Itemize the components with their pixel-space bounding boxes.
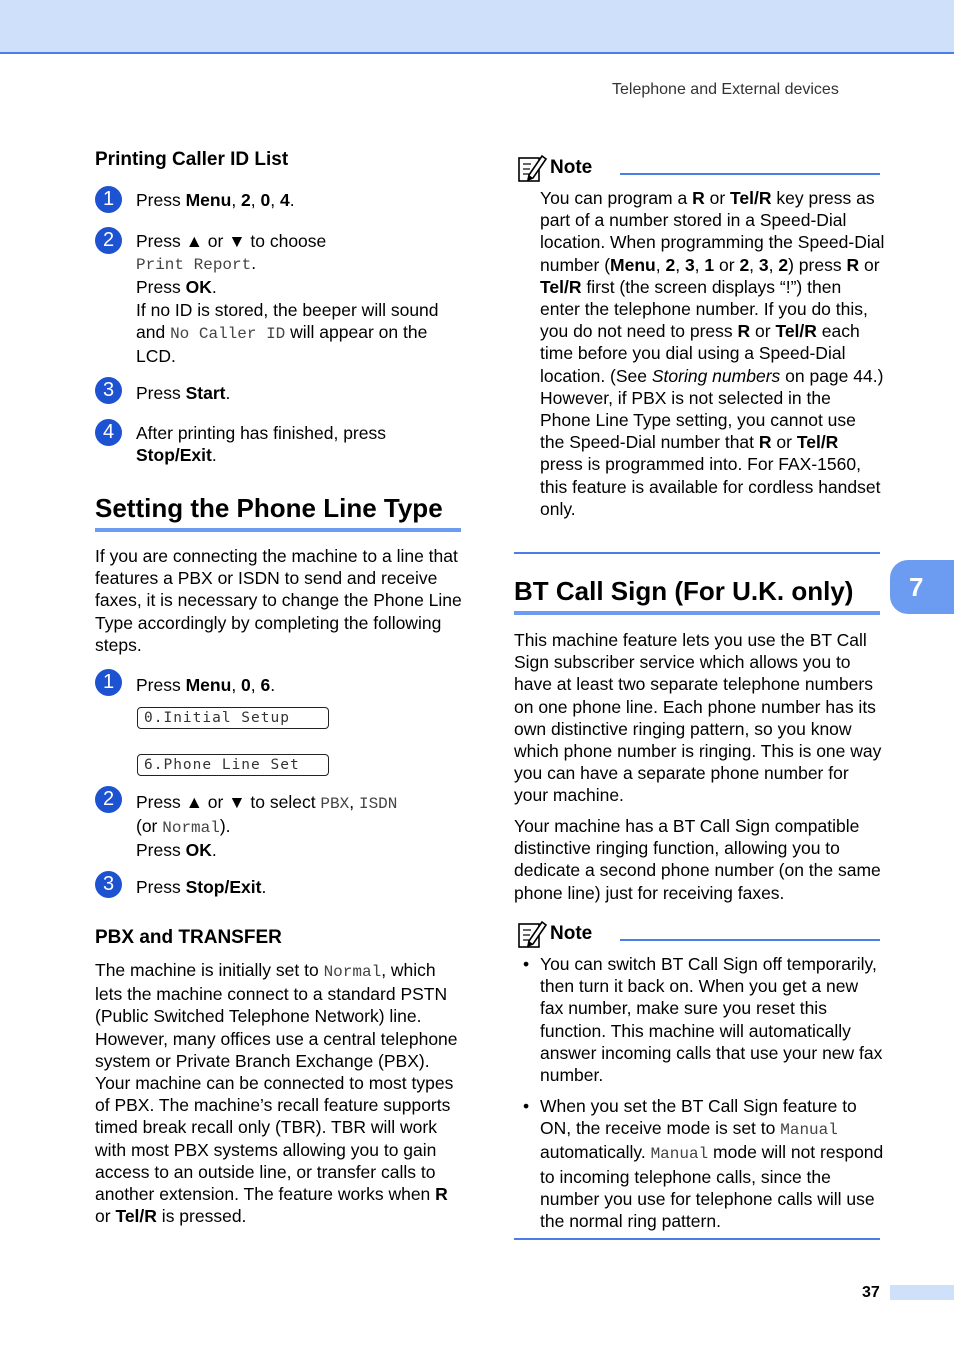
pbx-transfer-heading: PBX and TRANSFER bbox=[95, 927, 282, 948]
step-text: Press Start. bbox=[136, 383, 231, 403]
pbx-paragraph: The machine is initially set to Normal, which lets the machine connect to a standard PSTN (Public Switched Telephone Network) line. However, many offices use a central telephone system or Private Branch Exchange (PBX). Your machine can be connected to most types of PBX. The machine’s recall feature supports timed break recall only (TBR). TBR will work with most PBX systems allowing you to gain access to an outside line, or transfer calls to another extension. The feature works when R or Tel/R is pressed. bbox=[95, 960, 458, 1227]
stop-exit-key: Stop/Exit bbox=[185, 877, 262, 897]
mode-manual: Manual bbox=[780, 1121, 838, 1140]
step-text: Press Menu, 2, 0, 4. bbox=[136, 190, 295, 210]
option-isdn: ISDN bbox=[358, 795, 398, 813]
step-text: After printing has finished, press Stop/Exit. bbox=[136, 423, 386, 466]
note-end-rule bbox=[514, 552, 880, 554]
note-header bbox=[514, 919, 880, 949]
bullet-mark: • bbox=[523, 1096, 530, 1116]
note-pencil-icon bbox=[517, 919, 547, 949]
bt-paragraph-2: Your machine has a BT Call Sign compatible distinctive ringing function, allowing you to dedicate a second phone number (on the same phone line) just for receiving faxes. bbox=[514, 816, 881, 903]
menu-key: Menu bbox=[185, 675, 232, 695]
step-number: 4 bbox=[95, 419, 122, 446]
step-text: Press ▲ or ▼ to choose Print Report. Press OK. If no ID is stored, the beeper will sound and No Caller ID will appear on the LCD. bbox=[136, 231, 439, 367]
step-number: 3 bbox=[95, 871, 122, 898]
step-number: 1 bbox=[95, 186, 122, 213]
menu-key: Menu bbox=[185, 190, 232, 210]
bt-call-sign-heading: BT Call Sign (For U.K. only) bbox=[514, 576, 854, 606]
page-footer-bar bbox=[890, 1285, 954, 1300]
phone-line-intro: If you are connecting the machine to a line that features a PBX or ISDN to send and receive faxes, it is necessary to change the Phone Line Type accordingly by completing the following steps. bbox=[95, 546, 462, 655]
stop-exit-key: Stop/Exit bbox=[136, 445, 212, 466]
lcd-display-phone-line-set: 6.Phone Line Set bbox=[137, 754, 329, 776]
bullet-mark: • bbox=[523, 954, 530, 974]
start-key: Start bbox=[185, 383, 226, 403]
step-text: Press Stop/Exit. bbox=[136, 877, 267, 897]
note-pencil-icon bbox=[517, 153, 547, 183]
tel-r-key: Tel/R bbox=[115, 1206, 157, 1227]
step-text: Press Menu, 0, 6. bbox=[136, 675, 276, 695]
lcd-text-print-report: Print Report bbox=[136, 256, 252, 275]
cross-reference: Storing numbers bbox=[651, 365, 781, 386]
running-header: Telephone and External devices bbox=[612, 81, 839, 98]
page-number: 37 bbox=[862, 1284, 880, 1301]
chapter-tab: 7 bbox=[890, 560, 954, 614]
note-end-rule bbox=[514, 1238, 880, 1240]
top-banner bbox=[0, 0, 954, 54]
ok-key: OK bbox=[185, 277, 212, 298]
note-body: You can program a R or Tel/R key press as part of a number stored in a Speed-Dial location. When programming the Speed-Dial number (Menu, 2, 3, 1 or 2, 3, 2) press R or Tel/R first (the screen displays “!”) then enter the telephone number. If you do this, you do not need to press R or Tel/R each time before you dial using a Speed-Dial location. (See Storing numbers on page 44.) However, if PBX is not selected in the Phone Line Type setting, you cannot use the Speed-Dial number that R or Tel/R press is programmed into. For FAX-1560, this feature is available for cordless handset only. bbox=[540, 188, 885, 519]
lcd-display-initial-setup: 0.Initial Setup bbox=[137, 707, 329, 729]
ok-key: OK bbox=[185, 840, 212, 861]
heading-rule bbox=[95, 528, 461, 532]
mode-manual: Manual bbox=[650, 1145, 709, 1164]
note-rule bbox=[620, 173, 880, 175]
note-header bbox=[514, 153, 880, 183]
mode-normal: Normal bbox=[323, 963, 382, 981]
note-title: Note bbox=[550, 157, 593, 178]
heading-rule bbox=[514, 611, 880, 615]
option-normal: Normal bbox=[162, 819, 220, 838]
printing-caller-id-heading: Printing Caller ID List bbox=[95, 149, 289, 170]
phone-line-type-heading: Setting the Phone Line Type bbox=[95, 493, 443, 523]
bt-paragraph-1: This machine feature lets you use the BT Call Sign subscriber service which allows you to have at least two separate telephone numbers on one phone line. Each phone number has its own distinctive ringing pattern, so you know which phone number is ringing. This is one way you can have a separate phone number for your machine. bbox=[514, 630, 882, 806]
bullet-text: When you set the BT Call Sign feature to ON, the receive mode is set to Manual automatically. Manual mode will not respond to incoming telephone calls, since the number you use for telephone calls will use the normal ring pattern. bbox=[540, 1096, 884, 1232]
r-key: R bbox=[435, 1184, 448, 1205]
step-text: Press ▲ or ▼ to select PBX, ISDN (or Normal). Press OK. bbox=[136, 792, 398, 861]
note-rule bbox=[620, 939, 880, 941]
bullet-text: You can switch BT Call Sign off temporarily, then turn it back on. When you get a new fax number, make sure you reset this function. This machine will automatically answer incoming calls that use your new fax number. bbox=[540, 954, 883, 1086]
step-number: 3 bbox=[95, 377, 122, 404]
lcd-text-no-caller-id: No Caller ID bbox=[170, 324, 286, 343]
step-number: 2 bbox=[95, 227, 122, 254]
note-title: Note bbox=[550, 923, 593, 944]
step-number: 1 bbox=[95, 669, 122, 696]
option-pbx: PBX bbox=[320, 795, 350, 813]
step-number: 2 bbox=[95, 786, 122, 813]
